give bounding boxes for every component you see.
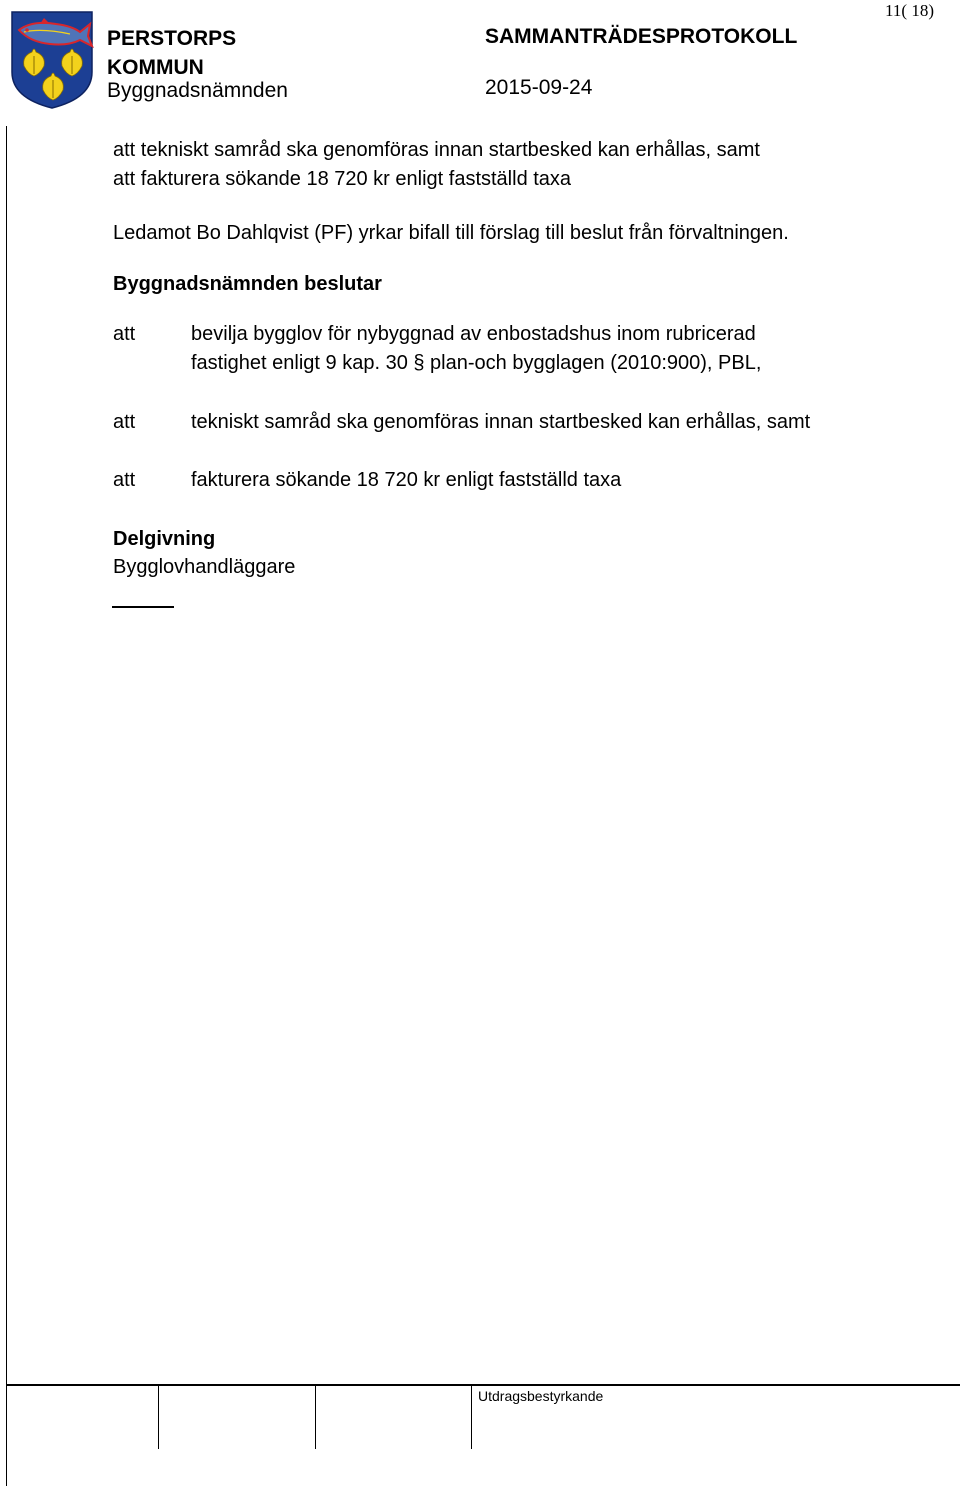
- left-margin-rule: [6, 126, 7, 1486]
- clause-prefix: att: [113, 411, 136, 433]
- municipal-coat-of-arms-icon: [10, 10, 94, 110]
- municipality-name: [107, 24, 236, 82]
- decision-heading: Byggnadsnämnden beslutar: [113, 273, 382, 295]
- clause-line: fastighet enligt 9 kap. 30 § plan-och bygglagen (2010:900), PBL,: [191, 352, 762, 374]
- clause-prefix: att: [113, 469, 136, 491]
- clause-text: tekniskt samråd ska genomföras innan startbesked kan erhållas, samt: [191, 411, 811, 433]
- footer-column-divider: [158, 1385, 159, 1449]
- footer-column-divider: [471, 1385, 472, 1449]
- page-number: [885, 0, 934, 22]
- certification-label: Utdragsbestyrkande: [478, 1388, 604, 1404]
- document-title: SAMMANTRÄDESPROTOKOLL: [485, 25, 798, 48]
- footer-rule: [6, 1384, 960, 1386]
- intro-line: att tekniskt samråd ska genomföras innan startbesked kan erhållas, samt: [113, 139, 760, 161]
- clause-text: fakturera sökande 18 720 kr enligt fastställd taxa: [191, 469, 622, 491]
- department-name: Byggnadsnämnden: [107, 79, 288, 102]
- clause-prefix: att: [113, 323, 136, 345]
- motion-text: Ledamot Bo Dahlqvist (PF) yrkar bifall till förslag till beslut från förvaltningen.: [113, 222, 789, 244]
- page-total: ( 18): [901, 1, 934, 20]
- meeting-date: 2015-09-24: [485, 76, 593, 99]
- municipality-name-line1: PERSTORPS: [107, 27, 237, 50]
- intro-paragraph: [113, 136, 760, 194]
- delivery-recipient: Bygglovhandläggare: [113, 556, 296, 578]
- delivery-heading: Delgivning: [113, 528, 216, 550]
- clause-line: bevilja bygglov för nybyggnad av enbostadshus inom rubricerad: [191, 323, 756, 345]
- footer-column-divider: [315, 1385, 316, 1449]
- signature-underline: [112, 606, 174, 608]
- clause-text: [191, 320, 911, 378]
- municipality-name-line2: KOMMUN: [107, 56, 204, 79]
- intro-line: att fakturera sökande 18 720 kr enligt fastställd taxa: [113, 168, 572, 190]
- page-current: 11: [885, 1, 902, 20]
